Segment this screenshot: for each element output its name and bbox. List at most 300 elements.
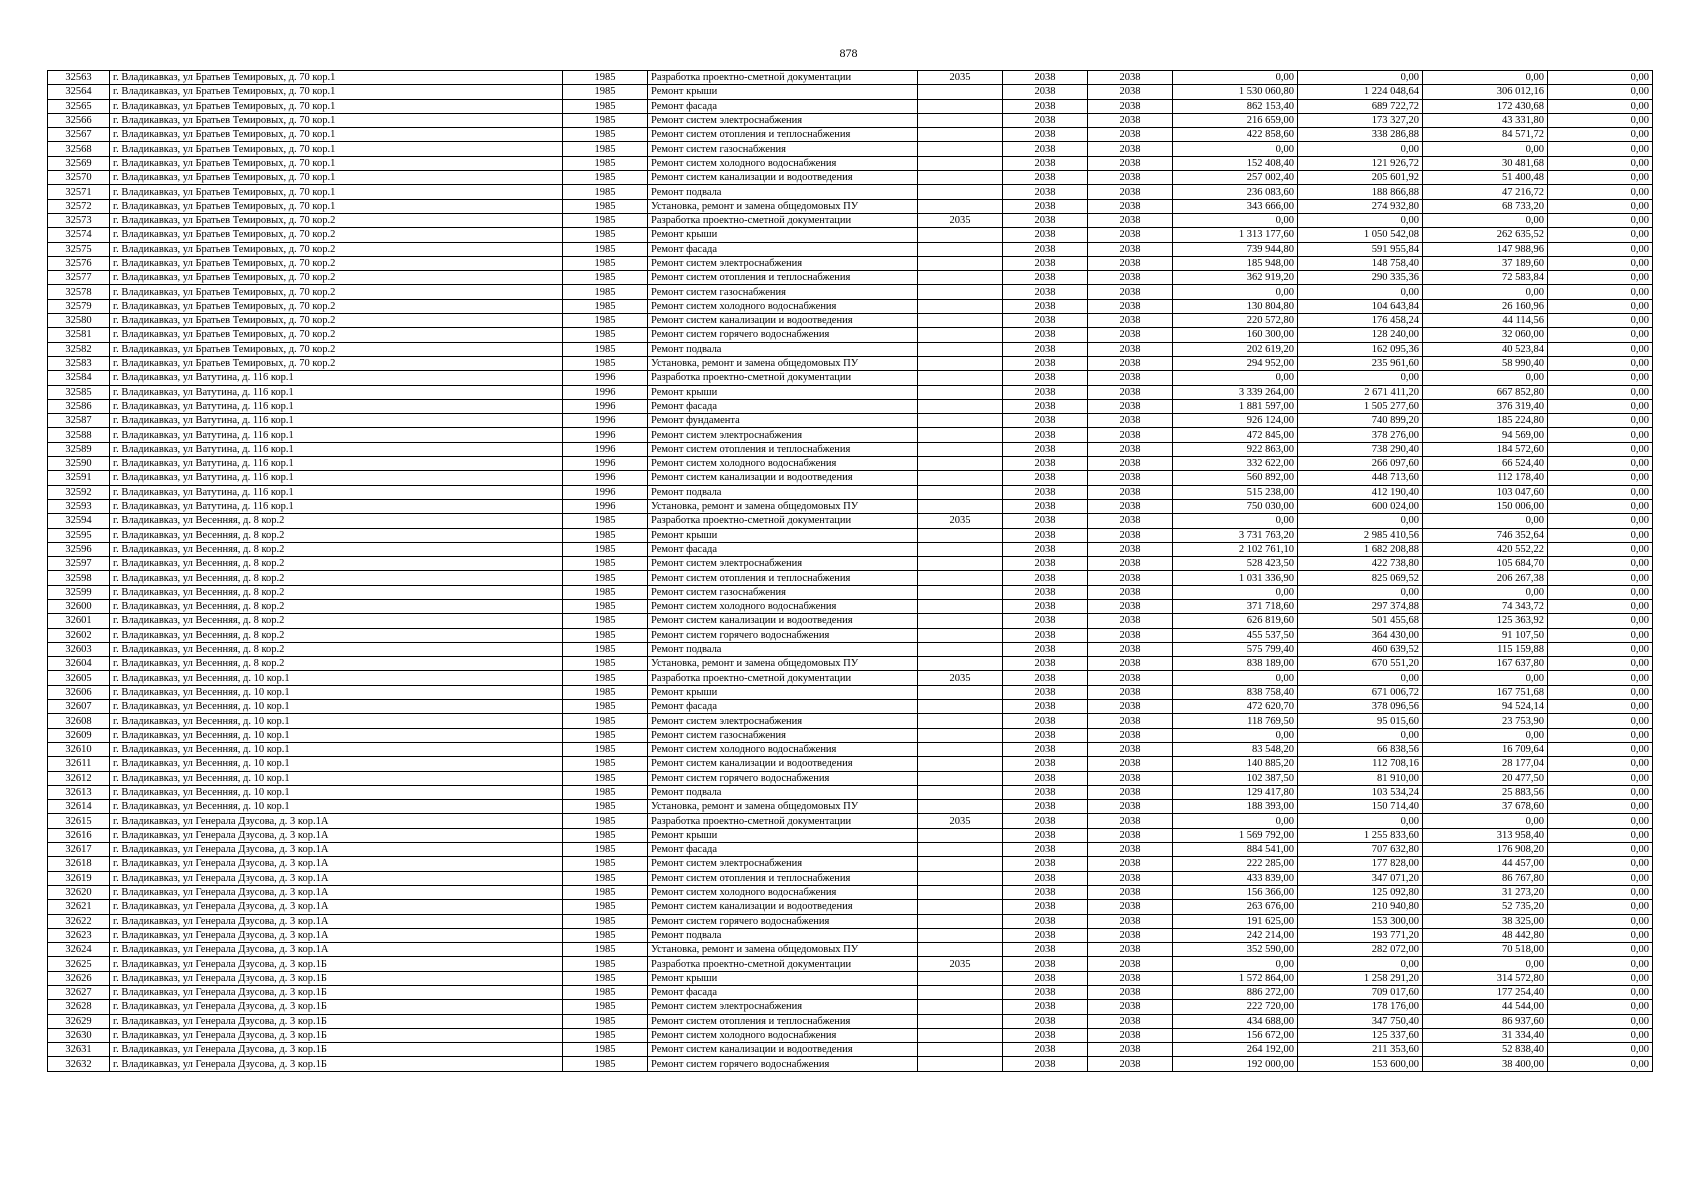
address-cell: г. Владикавказ, ул Генерала Дзусова, д. 3 кор.1А bbox=[110, 900, 563, 914]
build-year-cell: 1985 bbox=[563, 1014, 648, 1028]
owner-cost-cell: 32 060,00 bbox=[1423, 328, 1548, 342]
owner-cost-cell: 420 552,22 bbox=[1423, 542, 1548, 556]
address-cell: г. Владикавказ, ул Весенняя, д. 8 кор.2 bbox=[110, 542, 563, 556]
fund-cost-cell: 1 255 833,60 bbox=[1298, 828, 1423, 842]
fund-cost-cell: 0,00 bbox=[1298, 371, 1423, 385]
design-year-cell bbox=[918, 771, 1003, 785]
owner-cost-cell: 40 523,84 bbox=[1423, 342, 1548, 356]
fund-cost-cell: 0,00 bbox=[1298, 285, 1423, 299]
address-cell: г. Владикавказ, ул Братьев Темировых, д. 70 кор.2 bbox=[110, 342, 563, 356]
build-year-cell: 1996 bbox=[563, 385, 648, 399]
plan-year-end-cell: 2038 bbox=[1088, 828, 1173, 842]
other-cost-cell: 0,00 bbox=[1548, 885, 1653, 899]
work-type-cell: Установка, ремонт и замена общедомовых ПУ bbox=[648, 499, 918, 513]
address-cell: г. Владикавказ, ул Ватутина, д. 116 кор.1 bbox=[110, 399, 563, 413]
work-type-cell: Ремонт систем отопления и теплоснабжения bbox=[648, 442, 918, 456]
address-cell: г. Владикавказ, ул Генерала Дзусова, д. 3 кор.1А bbox=[110, 814, 563, 828]
address-cell: г. Владикавказ, ул Весенняя, д. 8 кор.2 bbox=[110, 642, 563, 656]
address-cell: г. Владикавказ, ул Ватутина, д. 116 кор.1 bbox=[110, 499, 563, 513]
fund-cost-cell: 211 353,60 bbox=[1298, 1043, 1423, 1057]
record-id-cell: 32568 bbox=[48, 142, 110, 156]
plan-year-end-cell: 2038 bbox=[1088, 814, 1173, 828]
record-id-cell: 32608 bbox=[48, 714, 110, 728]
owner-cost-cell: 44 114,56 bbox=[1423, 314, 1548, 328]
plan-year-start-cell: 2038 bbox=[1003, 900, 1088, 914]
build-year-cell: 1985 bbox=[563, 714, 648, 728]
record-id-cell: 32625 bbox=[48, 957, 110, 971]
work-type-cell: Ремонт подвала bbox=[648, 185, 918, 199]
total-cost-cell: 434 688,00 bbox=[1173, 1014, 1298, 1028]
other-cost-cell: 0,00 bbox=[1548, 428, 1653, 442]
owner-cost-cell: 37 189,60 bbox=[1423, 256, 1548, 270]
other-cost-cell: 0,00 bbox=[1548, 128, 1653, 142]
owner-cost-cell: 52 838,40 bbox=[1423, 1043, 1548, 1057]
design-year-cell bbox=[918, 113, 1003, 127]
owner-cost-cell: 44 457,00 bbox=[1423, 857, 1548, 871]
table-row bbox=[48, 671, 1653, 685]
other-cost-cell: 0,00 bbox=[1548, 1014, 1653, 1028]
design-year-cell bbox=[918, 271, 1003, 285]
record-id-cell: 32593 bbox=[48, 499, 110, 513]
table-row bbox=[48, 342, 1653, 356]
other-cost-cell: 0,00 bbox=[1548, 399, 1653, 413]
design-year-cell bbox=[918, 557, 1003, 571]
table-row bbox=[48, 785, 1653, 799]
plan-year-end-cell: 2038 bbox=[1088, 1057, 1173, 1071]
build-year-cell: 1985 bbox=[563, 113, 648, 127]
design-year-cell bbox=[918, 228, 1003, 242]
work-type-cell: Ремонт фасада bbox=[648, 700, 918, 714]
work-type-cell: Ремонт систем отопления и теплоснабжения bbox=[648, 871, 918, 885]
build-year-cell: 1985 bbox=[563, 299, 648, 313]
build-year-cell: 1985 bbox=[563, 585, 648, 599]
address-cell: г. Владикавказ, ул Генерала Дзусова, д. 3 кор.1А bbox=[110, 943, 563, 957]
record-id-cell: 32611 bbox=[48, 757, 110, 771]
table-row bbox=[48, 385, 1653, 399]
address-cell: г. Владикавказ, ул Генерала Дзусова, д. 3 кор.1Б bbox=[110, 1057, 563, 1071]
design-year-cell bbox=[918, 1028, 1003, 1042]
plan-year-start-cell: 2038 bbox=[1003, 585, 1088, 599]
design-year-cell bbox=[918, 742, 1003, 756]
design-year-cell: 2035 bbox=[918, 71, 1003, 85]
design-year-cell bbox=[918, 1057, 1003, 1071]
plan-year-start-cell: 2038 bbox=[1003, 242, 1088, 256]
plan-year-start-cell: 2038 bbox=[1003, 471, 1088, 485]
plan-year-end-cell: 2038 bbox=[1088, 1043, 1173, 1057]
fund-cost-cell: 177 828,00 bbox=[1298, 857, 1423, 871]
fund-cost-cell: 1 505 277,60 bbox=[1298, 399, 1423, 413]
design-year-cell bbox=[918, 499, 1003, 513]
fund-cost-cell: 501 455,68 bbox=[1298, 614, 1423, 628]
table-row bbox=[48, 857, 1653, 871]
plan-year-end-cell: 2038 bbox=[1088, 142, 1173, 156]
work-type-cell: Ремонт систем холодного водоснабжения bbox=[648, 885, 918, 899]
record-id-cell: 32567 bbox=[48, 128, 110, 142]
address-cell: г. Владикавказ, ул Ватутина, д. 116 кор.1 bbox=[110, 428, 563, 442]
total-cost-cell: 0,00 bbox=[1173, 585, 1298, 599]
other-cost-cell: 0,00 bbox=[1548, 900, 1653, 914]
owner-cost-cell: 44 544,00 bbox=[1423, 1000, 1548, 1014]
owner-cost-cell: 167 637,80 bbox=[1423, 657, 1548, 671]
plan-year-end-cell: 2038 bbox=[1088, 1014, 1173, 1028]
work-type-cell: Установка, ремонт и замена общедомовых ПУ bbox=[648, 356, 918, 370]
record-id-cell: 32623 bbox=[48, 928, 110, 942]
design-year-cell bbox=[918, 628, 1003, 642]
other-cost-cell: 0,00 bbox=[1548, 800, 1653, 814]
other-cost-cell: 0,00 bbox=[1548, 599, 1653, 613]
owner-cost-cell: 125 363,92 bbox=[1423, 614, 1548, 628]
fund-cost-cell: 0,00 bbox=[1298, 142, 1423, 156]
plan-year-end-cell: 2038 bbox=[1088, 757, 1173, 771]
work-type-cell: Ремонт подвала bbox=[648, 928, 918, 942]
plan-year-end-cell: 2038 bbox=[1088, 599, 1173, 613]
total-cost-cell: 220 572,80 bbox=[1173, 314, 1298, 328]
total-cost-cell: 575 799,40 bbox=[1173, 642, 1298, 656]
record-id-cell: 32628 bbox=[48, 1000, 110, 1014]
build-year-cell: 1985 bbox=[563, 256, 648, 270]
design-year-cell bbox=[918, 986, 1003, 1000]
plan-year-start-cell: 2038 bbox=[1003, 314, 1088, 328]
address-cell: г. Владикавказ, ул Братьев Темировых, д. 70 кор.2 bbox=[110, 299, 563, 313]
owner-cost-cell: 68 733,20 bbox=[1423, 199, 1548, 213]
total-cost-cell: 1 031 336,90 bbox=[1173, 571, 1298, 585]
other-cost-cell: 0,00 bbox=[1548, 771, 1653, 785]
total-cost-cell: 202 619,20 bbox=[1173, 342, 1298, 356]
plan-year-end-cell: 2038 bbox=[1088, 399, 1173, 413]
record-id-cell: 32584 bbox=[48, 371, 110, 385]
owner-cost-cell: 112 178,40 bbox=[1423, 471, 1548, 485]
work-type-cell: Ремонт систем электроснабжения bbox=[648, 714, 918, 728]
record-id-cell: 32595 bbox=[48, 528, 110, 542]
record-id-cell: 32622 bbox=[48, 914, 110, 928]
design-year-cell: 2035 bbox=[918, 957, 1003, 971]
plan-year-end-cell: 2038 bbox=[1088, 271, 1173, 285]
build-year-cell: 1985 bbox=[563, 1043, 648, 1057]
work-type-cell: Разработка проектно-сметной документации bbox=[648, 814, 918, 828]
work-type-cell: Ремонт систем горячего водоснабжения bbox=[648, 328, 918, 342]
total-cost-cell: 102 387,50 bbox=[1173, 771, 1298, 785]
owner-cost-cell: 86 767,80 bbox=[1423, 871, 1548, 885]
plan-year-end-cell: 2038 bbox=[1088, 171, 1173, 185]
address-cell: г. Владикавказ, ул Братьев Темировых, д. 70 кор.1 bbox=[110, 99, 563, 113]
design-year-cell bbox=[918, 442, 1003, 456]
plan-year-start-cell: 2038 bbox=[1003, 485, 1088, 499]
fund-cost-cell: 290 335,36 bbox=[1298, 271, 1423, 285]
plan-year-end-cell: 2038 bbox=[1088, 1028, 1173, 1042]
other-cost-cell: 0,00 bbox=[1548, 728, 1653, 742]
plan-year-start-cell: 2038 bbox=[1003, 614, 1088, 628]
other-cost-cell: 0,00 bbox=[1548, 356, 1653, 370]
fund-cost-cell: 173 327,20 bbox=[1298, 113, 1423, 127]
build-year-cell: 1985 bbox=[563, 599, 648, 613]
build-year-cell: 1985 bbox=[563, 957, 648, 971]
other-cost-cell: 0,00 bbox=[1548, 714, 1653, 728]
table-row bbox=[48, 943, 1653, 957]
design-year-cell bbox=[918, 528, 1003, 542]
design-year-cell bbox=[918, 943, 1003, 957]
table-row bbox=[48, 971, 1653, 985]
build-year-cell: 1985 bbox=[563, 728, 648, 742]
build-year-cell: 1985 bbox=[563, 971, 648, 985]
plan-year-start-cell: 2038 bbox=[1003, 71, 1088, 85]
plan-year-end-cell: 2038 bbox=[1088, 628, 1173, 642]
record-id-cell: 32597 bbox=[48, 557, 110, 571]
other-cost-cell: 0,00 bbox=[1548, 85, 1653, 99]
other-cost-cell: 0,00 bbox=[1548, 228, 1653, 242]
record-id-cell: 32629 bbox=[48, 1014, 110, 1028]
table-row bbox=[48, 1057, 1653, 1071]
fund-cost-cell: 1 682 208,88 bbox=[1298, 542, 1423, 556]
owner-cost-cell: 667 852,80 bbox=[1423, 385, 1548, 399]
owner-cost-cell: 23 753,90 bbox=[1423, 714, 1548, 728]
work-type-cell: Ремонт систем холодного водоснабжения bbox=[648, 742, 918, 756]
other-cost-cell: 0,00 bbox=[1548, 71, 1653, 85]
address-cell: г. Владикавказ, ул Братьев Темировых, д. 70 кор.2 bbox=[110, 356, 563, 370]
work-type-cell: Ремонт систем холодного водоснабжения bbox=[648, 457, 918, 471]
design-year-cell: 2035 bbox=[918, 671, 1003, 685]
build-year-cell: 1985 bbox=[563, 828, 648, 842]
build-year-cell: 1985 bbox=[563, 85, 648, 99]
work-type-cell: Ремонт систем газоснабжения bbox=[648, 585, 918, 599]
build-year-cell: 1985 bbox=[563, 356, 648, 370]
work-type-cell: Установка, ремонт и замена общедомовых ПУ bbox=[648, 800, 918, 814]
design-year-cell bbox=[918, 542, 1003, 556]
total-cost-cell: 222 285,00 bbox=[1173, 857, 1298, 871]
table-row bbox=[48, 928, 1653, 942]
plan-year-end-cell: 2038 bbox=[1088, 471, 1173, 485]
plan-year-end-cell: 2038 bbox=[1088, 328, 1173, 342]
plan-year-end-cell: 2038 bbox=[1088, 314, 1173, 328]
plan-year-start-cell: 2038 bbox=[1003, 1028, 1088, 1042]
total-cost-cell: 156 366,00 bbox=[1173, 885, 1298, 899]
fund-cost-cell: 347 750,40 bbox=[1298, 1014, 1423, 1028]
plan-year-start-cell: 2038 bbox=[1003, 671, 1088, 685]
plan-year-end-cell: 2038 bbox=[1088, 843, 1173, 857]
work-type-cell: Ремонт систем отопления и теплоснабжения bbox=[648, 1014, 918, 1028]
work-type-cell: Ремонт крыши bbox=[648, 828, 918, 842]
plan-year-end-cell: 2038 bbox=[1088, 156, 1173, 170]
plan-year-start-cell: 2038 bbox=[1003, 499, 1088, 513]
record-id-cell: 32592 bbox=[48, 485, 110, 499]
record-id-cell: 32565 bbox=[48, 99, 110, 113]
fund-cost-cell: 121 926,72 bbox=[1298, 156, 1423, 170]
address-cell: г. Владикавказ, ул Братьев Темировых, д. 70 кор.1 bbox=[110, 113, 563, 127]
work-type-cell: Ремонт фасада bbox=[648, 986, 918, 1000]
owner-cost-cell: 176 908,20 bbox=[1423, 843, 1548, 857]
record-id-cell: 32588 bbox=[48, 428, 110, 442]
work-type-cell: Разработка проектно-сметной документации bbox=[648, 957, 918, 971]
plan-year-start-cell: 2038 bbox=[1003, 986, 1088, 1000]
plan-year-start-cell: 2038 bbox=[1003, 557, 1088, 571]
table-row bbox=[48, 599, 1653, 613]
record-id-cell: 32572 bbox=[48, 199, 110, 213]
other-cost-cell: 0,00 bbox=[1548, 256, 1653, 270]
plan-year-end-cell: 2038 bbox=[1088, 457, 1173, 471]
work-type-cell: Ремонт систем газоснабжения bbox=[648, 728, 918, 742]
plan-year-end-cell: 2038 bbox=[1088, 571, 1173, 585]
table-row bbox=[48, 742, 1653, 756]
record-id-cell: 32606 bbox=[48, 685, 110, 699]
work-type-cell: Ремонт систем электроснабжения bbox=[648, 857, 918, 871]
work-type-cell: Ремонт систем отопления и теплоснабжения bbox=[648, 571, 918, 585]
address-cell: г. Владикавказ, ул Весенняя, д. 10 кор.1 bbox=[110, 757, 563, 771]
record-id-cell: 32574 bbox=[48, 228, 110, 242]
other-cost-cell: 0,00 bbox=[1548, 442, 1653, 456]
fund-cost-cell: 2 985 410,56 bbox=[1298, 528, 1423, 542]
total-cost-cell: 515 238,00 bbox=[1173, 485, 1298, 499]
address-cell: г. Владикавказ, ул Весенняя, д. 8 кор.2 bbox=[110, 514, 563, 528]
total-cost-cell: 192 000,00 bbox=[1173, 1057, 1298, 1071]
record-id-cell: 32564 bbox=[48, 85, 110, 99]
owner-cost-cell: 94 524,14 bbox=[1423, 700, 1548, 714]
fund-cost-cell: 178 176,00 bbox=[1298, 1000, 1423, 1014]
address-cell: г. Владикавказ, ул Весенняя, д. 8 кор.2 bbox=[110, 657, 563, 671]
fund-cost-cell: 1 050 542,08 bbox=[1298, 228, 1423, 242]
design-year-cell bbox=[918, 156, 1003, 170]
other-cost-cell: 0,00 bbox=[1548, 828, 1653, 842]
plan-year-start-cell: 2038 bbox=[1003, 843, 1088, 857]
work-type-cell: Ремонт фасада bbox=[648, 399, 918, 413]
other-cost-cell: 0,00 bbox=[1548, 785, 1653, 799]
work-type-cell: Ремонт фасада bbox=[648, 542, 918, 556]
address-cell: г. Владикавказ, ул Генерала Дзусова, д. 3 кор.1А bbox=[110, 828, 563, 842]
design-year-cell bbox=[918, 657, 1003, 671]
record-id-cell: 32596 bbox=[48, 542, 110, 556]
plan-year-start-cell: 2038 bbox=[1003, 1057, 1088, 1071]
plan-year-start-cell: 2038 bbox=[1003, 700, 1088, 714]
design-year-cell bbox=[918, 414, 1003, 428]
plan-year-end-cell: 2038 bbox=[1088, 1000, 1173, 1014]
work-type-cell: Ремонт систем канализации и водоотведения bbox=[648, 314, 918, 328]
total-cost-cell: 0,00 bbox=[1173, 142, 1298, 156]
table-row bbox=[48, 957, 1653, 971]
plan-year-start-cell: 2038 bbox=[1003, 857, 1088, 871]
table-row bbox=[48, 399, 1653, 413]
record-id-cell: 32617 bbox=[48, 843, 110, 857]
build-year-cell: 1985 bbox=[563, 542, 648, 556]
total-cost-cell: 3 731 763,20 bbox=[1173, 528, 1298, 542]
total-cost-cell: 0,00 bbox=[1173, 728, 1298, 742]
build-year-cell: 1985 bbox=[563, 843, 648, 857]
work-type-cell: Ремонт систем холодного водоснабжения bbox=[648, 156, 918, 170]
build-year-cell: 1985 bbox=[563, 685, 648, 699]
build-year-cell: 1996 bbox=[563, 485, 648, 499]
total-cost-cell: 922 863,00 bbox=[1173, 442, 1298, 456]
build-year-cell: 1996 bbox=[563, 428, 648, 442]
design-year-cell bbox=[918, 757, 1003, 771]
other-cost-cell: 0,00 bbox=[1548, 171, 1653, 185]
plan-year-end-cell: 2038 bbox=[1088, 256, 1173, 270]
plan-year-start-cell: 2038 bbox=[1003, 828, 1088, 842]
record-id-cell: 32583 bbox=[48, 356, 110, 370]
plan-year-end-cell: 2038 bbox=[1088, 957, 1173, 971]
plan-year-end-cell: 2038 bbox=[1088, 185, 1173, 199]
record-id-cell: 32579 bbox=[48, 299, 110, 313]
record-id-cell: 32590 bbox=[48, 457, 110, 471]
other-cost-cell: 0,00 bbox=[1548, 642, 1653, 656]
address-cell: г. Владикавказ, ул Весенняя, д. 8 кор.2 bbox=[110, 628, 563, 642]
total-cost-cell: 422 858,60 bbox=[1173, 128, 1298, 142]
fund-cost-cell: 95 015,60 bbox=[1298, 714, 1423, 728]
address-cell: г. Владикавказ, ул Генерала Дзусова, д. 3 кор.1А bbox=[110, 885, 563, 899]
fund-cost-cell: 738 290,40 bbox=[1298, 442, 1423, 456]
fund-cost-cell: 709 017,60 bbox=[1298, 986, 1423, 1000]
address-cell: г. Владикавказ, ул Генерала Дзусова, д. 3 кор.1Б bbox=[110, 1000, 563, 1014]
fund-cost-cell: 689 722,72 bbox=[1298, 99, 1423, 113]
plan-year-end-cell: 2038 bbox=[1088, 986, 1173, 1000]
other-cost-cell: 0,00 bbox=[1548, 814, 1653, 828]
table-row bbox=[48, 542, 1653, 556]
other-cost-cell: 0,00 bbox=[1548, 1057, 1653, 1071]
build-year-cell: 1985 bbox=[563, 857, 648, 871]
other-cost-cell: 0,00 bbox=[1548, 485, 1653, 499]
owner-cost-cell: 31 334,40 bbox=[1423, 1028, 1548, 1042]
design-year-cell bbox=[918, 471, 1003, 485]
design-year-cell bbox=[918, 256, 1003, 270]
work-type-cell: Ремонт систем электроснабжения bbox=[648, 256, 918, 270]
work-type-cell: Разработка проектно-сметной документации bbox=[648, 514, 918, 528]
table-row bbox=[48, 371, 1653, 385]
total-cost-cell: 0,00 bbox=[1173, 814, 1298, 828]
page-number: 878 bbox=[839, 46, 858, 60]
work-type-cell: Разработка проектно-сметной документации bbox=[648, 71, 918, 85]
total-cost-cell: 926 124,00 bbox=[1173, 414, 1298, 428]
table-row bbox=[48, 685, 1653, 699]
address-cell: г. Владикавказ, ул Генерала Дзусова, д. 3 кор.1А bbox=[110, 928, 563, 942]
design-year-cell bbox=[918, 614, 1003, 628]
plan-year-end-cell: 2038 bbox=[1088, 414, 1173, 428]
address-cell: г. Владикавказ, ул Братьев Темировых, д. 70 кор.2 bbox=[110, 328, 563, 342]
record-id-cell: 32609 bbox=[48, 728, 110, 742]
table-row bbox=[48, 85, 1653, 99]
work-type-cell: Ремонт фасада bbox=[648, 242, 918, 256]
build-year-cell: 1985 bbox=[563, 986, 648, 1000]
work-type-cell: Ремонт подвала bbox=[648, 342, 918, 356]
address-cell: г. Владикавказ, ул Весенняя, д. 8 кор.2 bbox=[110, 614, 563, 628]
work-type-cell: Ремонт подвала bbox=[648, 642, 918, 656]
fund-cost-cell: 448 713,60 bbox=[1298, 471, 1423, 485]
plan-year-start-cell: 2038 bbox=[1003, 85, 1088, 99]
owner-cost-cell: 47 216,72 bbox=[1423, 185, 1548, 199]
design-year-cell bbox=[918, 642, 1003, 656]
fund-cost-cell: 0,00 bbox=[1298, 585, 1423, 599]
total-cost-cell: 129 417,80 bbox=[1173, 785, 1298, 799]
fund-cost-cell: 740 899,20 bbox=[1298, 414, 1423, 428]
address-cell: г. Владикавказ, ул Генерала Дзусова, д. 3 кор.1Б bbox=[110, 971, 563, 985]
design-year-cell bbox=[918, 485, 1003, 499]
owner-cost-cell: 70 518,00 bbox=[1423, 943, 1548, 957]
fund-cost-cell: 103 534,24 bbox=[1298, 785, 1423, 799]
table-row bbox=[48, 428, 1653, 442]
total-cost-cell: 362 919,20 bbox=[1173, 271, 1298, 285]
plan-year-start-cell: 2038 bbox=[1003, 142, 1088, 156]
record-id-cell: 32601 bbox=[48, 614, 110, 628]
total-cost-cell: 0,00 bbox=[1173, 71, 1298, 85]
design-year-cell bbox=[918, 843, 1003, 857]
address-cell: г. Владикавказ, ул Весенняя, д. 10 кор.1 bbox=[110, 742, 563, 756]
address-cell: г. Владикавказ, ул Весенняя, д. 10 кор.1 bbox=[110, 800, 563, 814]
total-cost-cell: 0,00 bbox=[1173, 514, 1298, 528]
other-cost-cell: 0,00 bbox=[1548, 528, 1653, 542]
owner-cost-cell: 51 400,48 bbox=[1423, 171, 1548, 185]
design-year-cell bbox=[918, 785, 1003, 799]
total-cost-cell: 0,00 bbox=[1173, 371, 1298, 385]
owner-cost-cell: 26 160,96 bbox=[1423, 299, 1548, 313]
owner-cost-cell: 0,00 bbox=[1423, 285, 1548, 299]
plan-year-start-cell: 2038 bbox=[1003, 971, 1088, 985]
other-cost-cell: 0,00 bbox=[1548, 557, 1653, 571]
plan-year-end-cell: 2038 bbox=[1088, 71, 1173, 85]
